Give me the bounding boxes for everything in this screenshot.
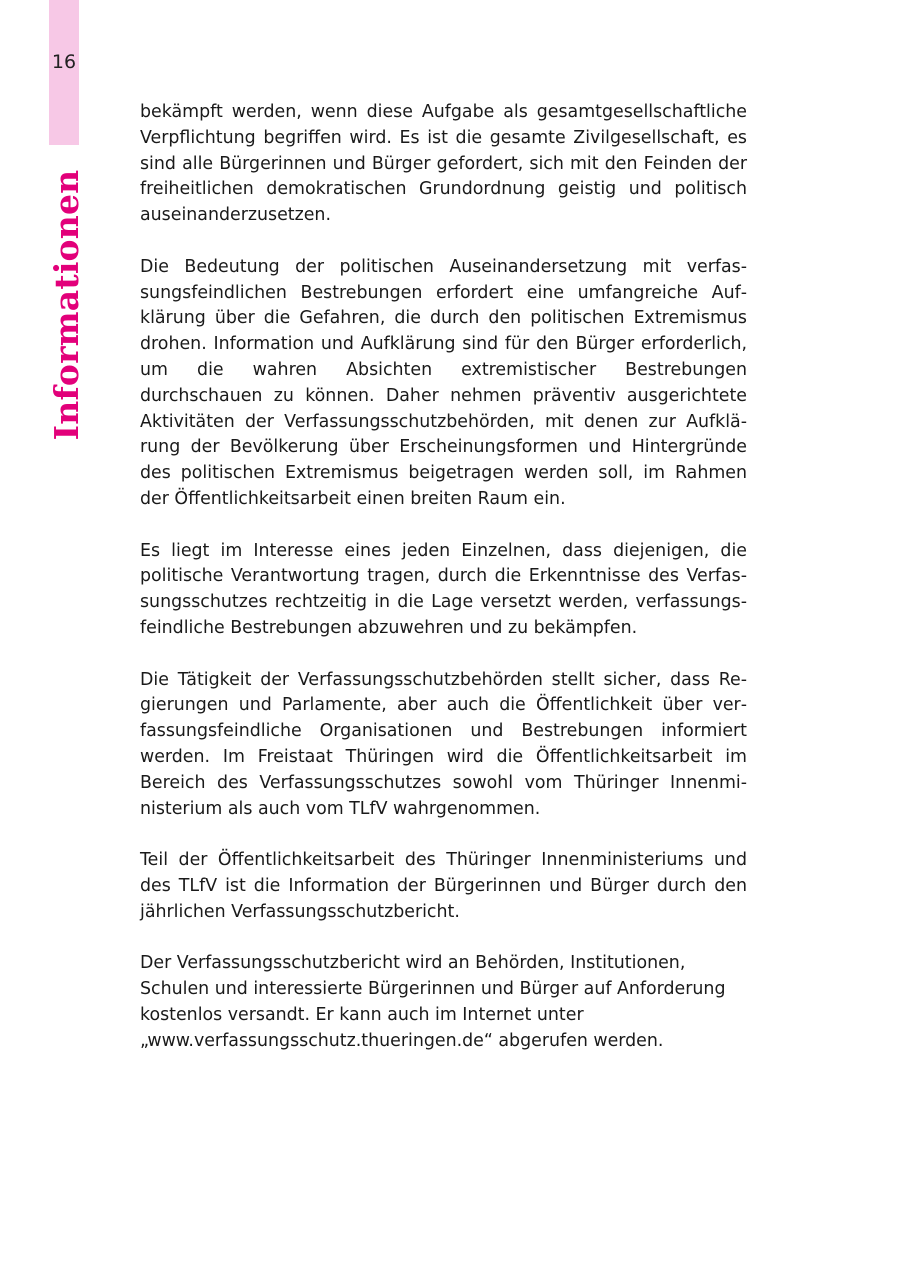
paragraph: Die Tätigkeit der Verfassungsschutzbehörden stellt sicher, dass Regierungen und Parlamente, aber auch die Öffentlichkeit über verfassungsfeindliche Organisationen und Bestrebungen informiert werden. Im Freistaat Thüringen wird die Öffentlichkeitsarbeit im Bereich des Verfassungsschutzes sowohl vom Thüringer Innenministerium als auch vom TLfV wahrgenommen. — [140, 669, 747, 819]
body-text — [140, 100, 747, 1080]
paragraph: Teil der Öffentlichkeitsarbeit des Thüringer Innenministeriums und des TLfV ist die Information der Bürgerinnen und Bürger durch den jährlichen Verfassungsschutzbericht. — [140, 850, 747, 922]
paragraph: Der Verfassungsschutzbericht wird an Behörden, Institutionen, Schulen und interessierte Bürgerinnen und Bürger auf Anforderung kostenlos versandt. Er kann auch im Internet unter „www.verfassungsschutz.thueringen.de“ abgerufen werden. — [140, 953, 726, 1051]
paragraph: bekämpft werden, wenn diese Aufgabe als gesamtgesellschaftliche Verpflichtung begriffen wird. Es ist die gesamte Zivilgesellschaft, es sind alle Bürgerinnen und Bürger gefordert, sich mit den Feinden der freiheitlichen demokratischen Grundordnung geistig und politisch auseinanderzusetzen. — [140, 102, 747, 226]
paragraph: Es liegt im Interesse eines jeden Einzelnen, dass diejenigen, die politische Verantwortung tragen, durch die Erkenntnisse des Verfassungsschutzes rechtzeitig in die Lage versetzt werden, verfassungsfeindliche Bestrebungen abzuwehren und zu bekämpfen. — [140, 540, 747, 638]
section-label-container — [46, 169, 88, 441]
paragraph: Die Bedeutung der politischen Auseinandersetzung mit verfassungsfeindlichen Bestrebungen erfordert eine umfangreiche Aufklärung über die Gefahren, die durch den politischen Extremismus drohen. Information und Aufklärung sind für den Bürger erforderlich, um die wahren Absichten extremistischer Bestrebungen durchschauen zu können. Daher nehmen präventiv ausgerichtete Aktivitäten der Verfassungsschutzbehörden, mit denen zur Aufklärung der Bevölkerung über Erscheinungsformen und Hintergründe des politischen Extremismus beigetragen werden soll, im Rahmen der Öffentlichkeitsarbeit einen breiten Raum ein. — [140, 256, 747, 509]
section-label: Informationen — [47, 169, 86, 441]
page-number: 16 — [51, 51, 77, 73]
